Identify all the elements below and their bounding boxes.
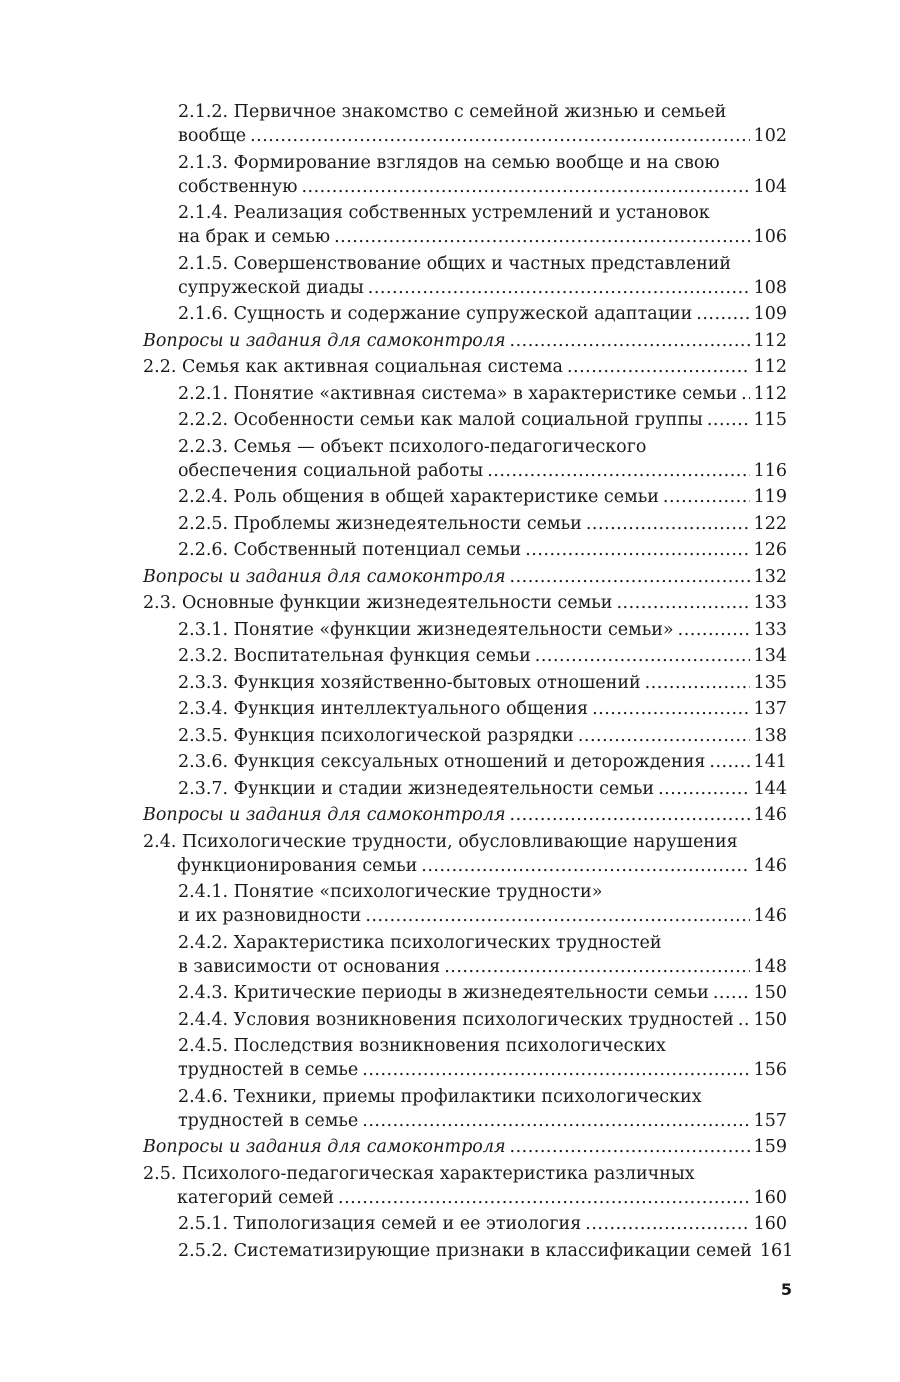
toc-entry-2-4-1[interactable]	[143, 880, 787, 928]
toc-page-number: 144	[753, 778, 787, 799]
toc-entry-2-1-3[interactable]	[143, 151, 787, 199]
dot-leader	[338, 1186, 750, 1210]
toc-entry-title-line1: 2.1.3. Формирование взглядов на семью вообще и на свою	[178, 152, 720, 173]
dot-leader	[421, 854, 749, 878]
toc-entry-title: Вопросы и задания для самоконтроля	[143, 566, 506, 587]
toc-entry-2-4-6[interactable]	[143, 1085, 787, 1133]
toc-entry-title: супружеской диады	[178, 277, 364, 298]
toc-entry-title-line1: 2.4.6. Техники, приемы профилактики психологических	[178, 1086, 702, 1107]
toc-entry-title: 2.3.7. Функции и стадии жизнедеятельности семьи	[178, 778, 655, 799]
toc-entry-title: 2.4.4. Условия возникновения психологических трудностей	[178, 1009, 734, 1030]
toc-entry-2-2-6[interactable]	[143, 538, 787, 562]
toc-page-number: 133	[753, 593, 787, 613]
toc-page-number: 146	[753, 855, 787, 876]
toc-page-number: 108	[753, 277, 787, 298]
toc-entry-title: 2.2.2. Особенности семьи как малой социальной группы	[178, 410, 703, 430]
toc-entry-title: 2.3.2. Воспитательная функция семьи	[178, 646, 531, 666]
toc-entry-title: 2.2.4. Роль общения в общей характеристике семьи	[178, 487, 659, 507]
toc-entry-title: вообще	[178, 126, 247, 146]
toc-page-number: 161	[759, 1240, 794, 1261]
toc-entry-title-line1: 2.4. Психологические трудности, обусловливающие нарушения	[143, 831, 738, 852]
toc-entry-2-3-2[interactable]	[143, 644, 787, 668]
dot-leader	[567, 355, 750, 379]
toc-entry-title: 2.3.1. Понятие «функции жизнедеятельности семьи»	[178, 619, 674, 640]
toc-entry-2-3-1[interactable]	[143, 618, 787, 642]
dot-leader	[510, 565, 750, 589]
toc-page-number: 160	[753, 1187, 787, 1208]
dot-leader	[663, 485, 750, 509]
toc-page-number: 148	[753, 956, 787, 977]
dot-leader	[250, 124, 750, 148]
dot-leader	[368, 276, 750, 300]
toc-entry-2-3-6[interactable]	[143, 750, 787, 774]
toc-page-number: 159	[753, 1137, 787, 1157]
toc-entry-2-4[interactable]	[143, 830, 787, 878]
toc-entry-title: 2.3.6. Функция сексуальных отношений и деторождения	[178, 752, 706, 772]
dot-leader	[301, 175, 749, 199]
toc-entry-questions[interactable]	[143, 565, 787, 589]
toc-entry-2-3-5[interactable]	[143, 724, 787, 748]
dot-leader	[362, 1109, 749, 1133]
toc-entry-2-2-1[interactable]	[143, 382, 787, 406]
toc-entry-title: 2.2.1. Понятие «активная система» в характеристике семьи	[178, 383, 738, 404]
toc-entry-title: 2.3. Основные функции жизнедеятельности семьи	[143, 593, 613, 613]
dot-leader	[696, 302, 749, 326]
dot-leader	[616, 591, 749, 615]
toc-entry-title: 2.2.5. Проблемы жизнедеятельности семьи	[178, 513, 582, 534]
toc-entry-2-1-2[interactable]	[143, 100, 787, 148]
toc-entry-2-3-7[interactable]	[143, 777, 787, 801]
toc-entry-title: 2.5.1. Типологизация семей и ее этиология	[178, 1214, 582, 1234]
dot-leader	[510, 1135, 750, 1159]
dot-leader	[578, 724, 750, 748]
toc-page-number: 160	[753, 1214, 787, 1234]
dot-leader	[738, 1008, 750, 1032]
dot-leader	[586, 512, 750, 536]
toc-page-number: 150	[753, 983, 787, 1003]
toc-entry-title: 2.3.4. Функция интеллектуального общения	[178, 699, 589, 719]
toc-entry-2-4-2[interactable]	[143, 931, 787, 979]
toc-page-number: 122	[753, 513, 787, 534]
table-of-contents	[143, 100, 794, 1265]
toc-entry-title: Вопросы и задания для самоконтроля	[143, 1137, 506, 1157]
toc-entry-title: трудностей в семье	[178, 1060, 359, 1080]
toc-page-number: 132	[753, 566, 787, 587]
toc-entry-title: Вопросы и задания для самоконтроля	[143, 330, 506, 351]
toc-entry-title: трудностей в семье	[178, 1110, 359, 1131]
toc-entry-title: Вопросы и задания для самоконтроля	[143, 805, 506, 825]
dot-leader	[362, 1058, 749, 1082]
toc-entry-2-3[interactable]	[143, 591, 787, 615]
dot-leader	[510, 329, 750, 353]
toc-entry-2-1-5[interactable]	[143, 252, 787, 300]
toc-page-number: 135	[753, 672, 787, 693]
toc-page-number: 112	[753, 357, 787, 377]
dot-leader	[741, 382, 749, 406]
toc-entry-title-line1: 2.1.2. Первичное знакомство с семейной жизнью и семьей	[178, 102, 727, 122]
toc-entry-title-line1: 2.4.2. Характеристика психологических трудностей	[178, 932, 662, 953]
toc-entry-2-4-5[interactable]	[143, 1034, 787, 1082]
toc-page-number: 138	[753, 725, 787, 746]
dot-leader	[592, 697, 750, 721]
toc-page-number: 115	[753, 410, 787, 430]
toc-page-number: 137	[753, 699, 787, 719]
toc-entry-title: в зависимости от основания	[178, 956, 441, 977]
toc-entry-title: категорий семей	[177, 1187, 334, 1208]
dot-leader	[713, 981, 750, 1005]
toc-page-number: 134	[753, 646, 787, 666]
toc-page-number: 109	[753, 304, 787, 324]
toc-entry-title-line1: 2.4.1. Понятие «психологические трудности»	[178, 882, 603, 902]
dot-leader	[334, 225, 750, 249]
dot-leader	[707, 408, 750, 432]
toc-entry-title: на брак и семью	[178, 227, 331, 247]
toc-entry-2-5[interactable]	[143, 1162, 787, 1210]
toc-page-number: 119	[753, 487, 787, 507]
toc-entry-title-line1: 2.1.5. Совершенствование общих и частных представлений	[178, 253, 732, 274]
toc-entry-title: 2.3.5. Функция психологической разрядки	[178, 725, 574, 746]
toc-page-number: 157	[753, 1110, 787, 1131]
toc-entry-2-1-4[interactable]	[143, 201, 787, 249]
dot-leader	[510, 803, 750, 827]
dot-leader	[585, 1212, 749, 1236]
dot-leader	[487, 459, 749, 483]
toc-page-number: 104	[753, 176, 787, 197]
dot-leader	[365, 904, 749, 928]
toc-entry-title: 2.2. Семья как активная социальная система	[143, 357, 563, 377]
toc-entry-2-3-4[interactable]	[143, 697, 787, 721]
toc-entry-title: и их разновидности	[178, 906, 362, 926]
toc-entry-title-line1: 2.5. Психолого-педагогическая характеристика различных	[143, 1163, 695, 1184]
toc-page-number: 102	[753, 126, 787, 146]
toc-entry-title-line1: 2.4.5. Последствия возникновения психологических	[178, 1036, 666, 1056]
toc-entry-title: функционирования семьи	[177, 855, 418, 876]
toc-page-number: 146	[753, 805, 787, 825]
page-number: 5	[780, 1280, 792, 1299]
toc-page-number: 106	[753, 227, 787, 247]
toc-entry-2-5-1[interactable]	[143, 1212, 787, 1236]
toc-page-number: 126	[753, 540, 787, 560]
toc-page-number: 146	[753, 906, 787, 926]
toc-entry-title: собственную	[178, 176, 298, 197]
toc-entry-2-2-4[interactable]	[143, 485, 787, 509]
toc-entry-questions[interactable]	[143, 329, 787, 353]
dot-leader	[535, 644, 750, 668]
toc-page-number: 150	[753, 1009, 787, 1030]
dot-leader	[525, 538, 749, 562]
toc-entry-2-5-2[interactable]	[143, 1239, 794, 1263]
toc-entry-title: обеспечения социальной работы	[178, 460, 484, 481]
toc-entry-2-2[interactable]	[143, 355, 787, 379]
toc-entry-title: 2.4.3. Критические периоды в жизнедеятельности семьи	[178, 983, 709, 1003]
toc-page-number: 116	[753, 460, 787, 481]
toc-entry-2-3-3[interactable]	[143, 671, 787, 695]
toc-entry-2-2-3[interactable]	[143, 435, 787, 483]
dot-leader	[678, 618, 750, 642]
toc-entry-title: 2.3.3. Функция хозяйственно-бытовых отношений	[178, 672, 641, 693]
toc-entry-questions[interactable]	[143, 803, 787, 827]
toc-entry-title-line1: 2.1.4. Реализация собственных устремлений и установок	[178, 203, 710, 223]
toc-entry-2-4-3[interactable]	[143, 981, 787, 1005]
toc-entry-questions[interactable]	[143, 1135, 787, 1159]
dot-leader	[709, 750, 749, 774]
toc-page-number: 112	[753, 383, 787, 404]
toc-entry-2-2-2[interactable]	[143, 408, 787, 432]
dot-leader	[645, 671, 750, 695]
toc-entry-title: 2.5.2. Систематизирующие признаки в классификации семей	[178, 1240, 752, 1261]
toc-entry-title-line1: 2.2.3. Семья — объект психолого-педагогического	[178, 436, 647, 457]
dot-leader	[444, 955, 749, 979]
toc-page-number: 156	[753, 1060, 787, 1080]
toc-entry-2-1-6[interactable]	[143, 302, 787, 326]
toc-page-number: 112	[753, 330, 787, 351]
toc-entry-2-2-5[interactable]	[143, 512, 787, 536]
toc-entry-title: 2.2.6. Собственный потенциал семьи	[178, 540, 522, 560]
toc-page-number: 141	[753, 752, 787, 772]
toc-page-number: 133	[753, 619, 787, 640]
dot-leader	[658, 777, 750, 801]
toc-entry-2-4-4[interactable]	[143, 1008, 787, 1032]
toc-entry-title: 2.1.6. Сущность и содержание супружеской адаптации	[178, 304, 693, 324]
